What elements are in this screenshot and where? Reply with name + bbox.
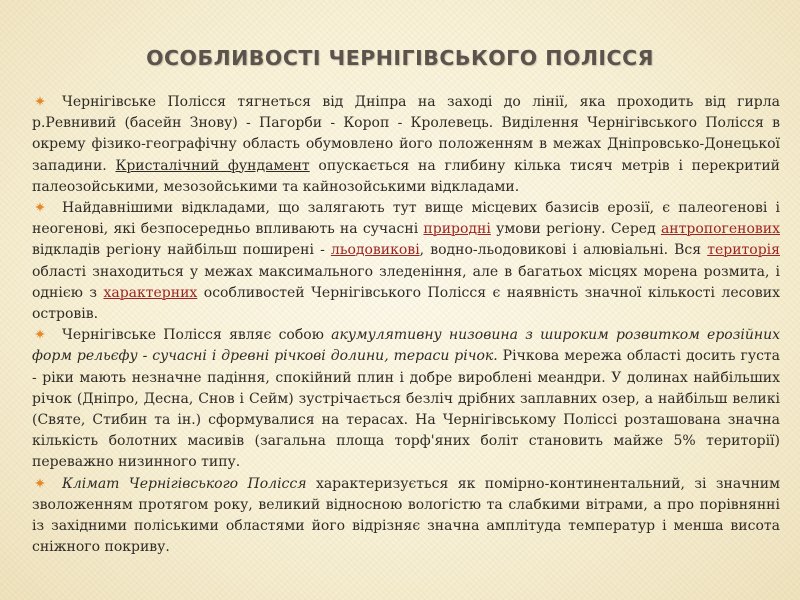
paragraph-text: Найдавнішими відкладами, що залягають тут вище місцевих базисів ерозії, є палеогенові і неогенові, які безпосередньо впливають на сучасні [32,200,780,238]
list-item [32,474,780,559]
link-kryst-fundament[interactable]: Кристалічний фундамент [115,157,310,174]
star-burst-icon [35,96,45,106]
emphasis-text: акумулятивну низовина з широким розвитком ерозійних форм рельєфу - сучасні і древні річкові долини, тераси річок. [32,327,780,365]
link-lodovykovi[interactable]: льодовикові [330,242,420,259]
paragraph-text: Чернігівське Полісся тягнеться від Дніпра на заході до лінії, яка проходить від гирла р.Ревнивий (басейн Знову) - Пагорби - Короп - Кролевець. Виділення Чернігівського Полісся в окрему фізико-географічну область обумовлено його положенням в межах Дніпровсько-Донецької западини. [32,94,780,174]
paragraph-text: опускається на глибину кілька тисяч метрів і перекритий палеозойськими, мезозойськими та кайнозойськими відкладами. [32,157,780,195]
paragraph-text: характеризується як помірно-континентальний, зі значним зволоженням протягом року, великий відносною вологістю та слабкими вітрами, а про порівнянні із західними поліськими областями його відрізняє значна амплітуда температур і менша висота сніжного покриву. [32,475,781,556]
emphasis-text: Клімат Чернігівського Полісся [62,475,307,492]
paragraph-text: особливостей Чернігівського Полісся є наявність значної кількості лесових островів. [32,284,780,323]
link-kharakternykh[interactable]: характерних [103,284,198,301]
slide-body [32,92,780,558]
list-item [32,198,780,325]
star-burst-icon [35,478,45,488]
link-terytoriia[interactable]: територія [707,242,780,259]
link-antropohenovykh[interactable]: антропогенових [660,221,780,238]
star-burst-icon [35,202,45,212]
paragraph-text: відкладів регіону найбільш поширені - [32,242,331,259]
list-item [32,325,780,473]
star-burst-icon [35,329,45,339]
link-pryrodni[interactable]: природні [423,221,491,238]
paragraph-text: Річкова мережа області досить густа - ріки мають незначне падіння, спокійний плин і добре вироблені меандри. У долинах найбільших річок (Дніпро, Десна, Снов і Сейм) зустрічається безліч дрібних заплавних озер, а найбільш великі (Святе, Стибин та ін.) сформувалися на терасах. На Чернігівському Поліссі розташована значна кількість болотних масивів (загальна площа торф'яних боліт становить майже 5% території) переважно низинного типу. [32,348,780,471]
paragraph-text: умови регіону. Серед [490,221,661,238]
paragraph-text: Чернігівське Полісся являє собою [62,327,332,344]
list-item [32,92,780,198]
page-title: ОСОБЛИВОСТІ ЧЕРНІГІВСЬКОГО ПОЛІССЯ [146,46,654,70]
paragraph-text: області знаходиться у межах максимального зледеніння, але в багатьох місцях морена розмита, і однією з [32,263,780,301]
paragraph-text: , водно-льодовикові і алювіальні. Вся [419,242,708,259]
